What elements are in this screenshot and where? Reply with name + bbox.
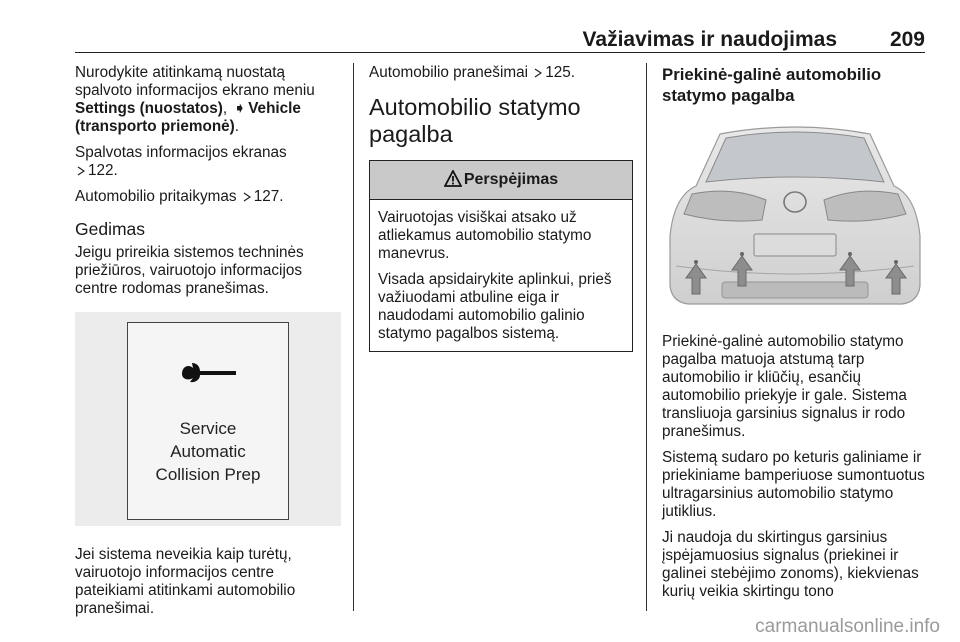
fault-heading: Gedimas (75, 219, 146, 239)
page-ref-link[interactable]: 122. (88, 162, 118, 179)
personalization-ref: Automobilio pritaikymas 127. (75, 188, 284, 205)
warning-paragraph: Visada apsidairykite aplinkui, prieš važiuodami atbuline eiga ir naudodami automobilio galinio statymo pagalbos sistemą. (378, 271, 612, 342)
malfunction-paragraph: Jei sistema neveikia kaip turėtų, vairuotojo informacijos centre pateikiami atitinkami automobilio pranešimai. (75, 546, 296, 617)
page-ref-icon (243, 191, 251, 201)
warning-box (369, 160, 633, 352)
page-ref-link[interactable]: 127. (253, 188, 284, 205)
system-description: Priekinė-galinė automobilio statymo pagalba matuoja atstumą tarp automobilio ir kliūčių, esančių automobilio priekyje ir gale. Sistema transliuoja garsinius signalus ir rodo pranešimus. (662, 333, 907, 440)
vehicle-messages-ref: Automobilio pranešimai 125. (369, 64, 576, 81)
page-ref-link[interactable]: 125. (545, 64, 576, 81)
warning-body (370, 200, 632, 343)
column-divider (353, 63, 354, 611)
arrow-right-icon: ➧ (233, 100, 247, 117)
sensor-description: Sistemą sudaro po keturis galiniame ir priekiniame bamperiuose sumontuotus ultragarsinius automobilio statymo jutiklius. (662, 449, 925, 520)
page-number: 209 (889, 28, 925, 51)
watermark-text: carmanualsonline.info (755, 616, 940, 637)
wrench-icon (180, 359, 238, 385)
page-ref-icon (534, 67, 542, 77)
column-middle (369, 64, 633, 352)
page-ref-icon (77, 165, 85, 175)
service-message-illustration (75, 312, 341, 526)
settings-instruction: Nurodykite atitinkamą nuostatą spalvoto informacijos ekrano meniu Settings (nuostatos), ➧ Vehicle (transporto priemonė). (75, 64, 315, 135)
fault-paragraph: Jeigu prireikia sistemos techninės priežiūros, vairuotojo informacijos centre rodomas pranešimas. (75, 244, 304, 297)
warning-paragraph: Vairuotojas visiškai atsako už atliekamus automobilio statymo manevrus. (378, 209, 592, 262)
column-divider (646, 63, 647, 611)
parking-assist-heading: Automobilio statymo pagalba (369, 94, 581, 147)
signal-description: Ji naudoja du skirtingus garsinius įspėjamuosius signalus (priekinei ir galinei stebėjimo zonoms), kiekvienas kurių veikia skirtingu tono (662, 529, 919, 600)
section-title: Važiavimas ir naudojimas (582, 28, 837, 51)
settings-menu-link: Settings (nuostatos) (75, 100, 223, 117)
column-right (662, 64, 928, 609)
service-message-text: Service Automatic Collision Prep (155, 419, 261, 484)
front-rear-parking-heading: Priekinė-galinė automobilio statymo pagalba (662, 65, 882, 105)
page-header (75, 28, 925, 53)
warning-triangle-icon (444, 164, 462, 202)
column-left (75, 64, 341, 626)
vehicle-menu-link: Vehicle (transporto priemonė) (75, 100, 301, 135)
driver-info-display (127, 322, 289, 520)
color-display-ref: Spalvotas informacijos ekranas 122. (75, 144, 287, 179)
car-rear-sensor-photo (662, 116, 928, 312)
warning-header: Perspėjimas (370, 161, 632, 200)
